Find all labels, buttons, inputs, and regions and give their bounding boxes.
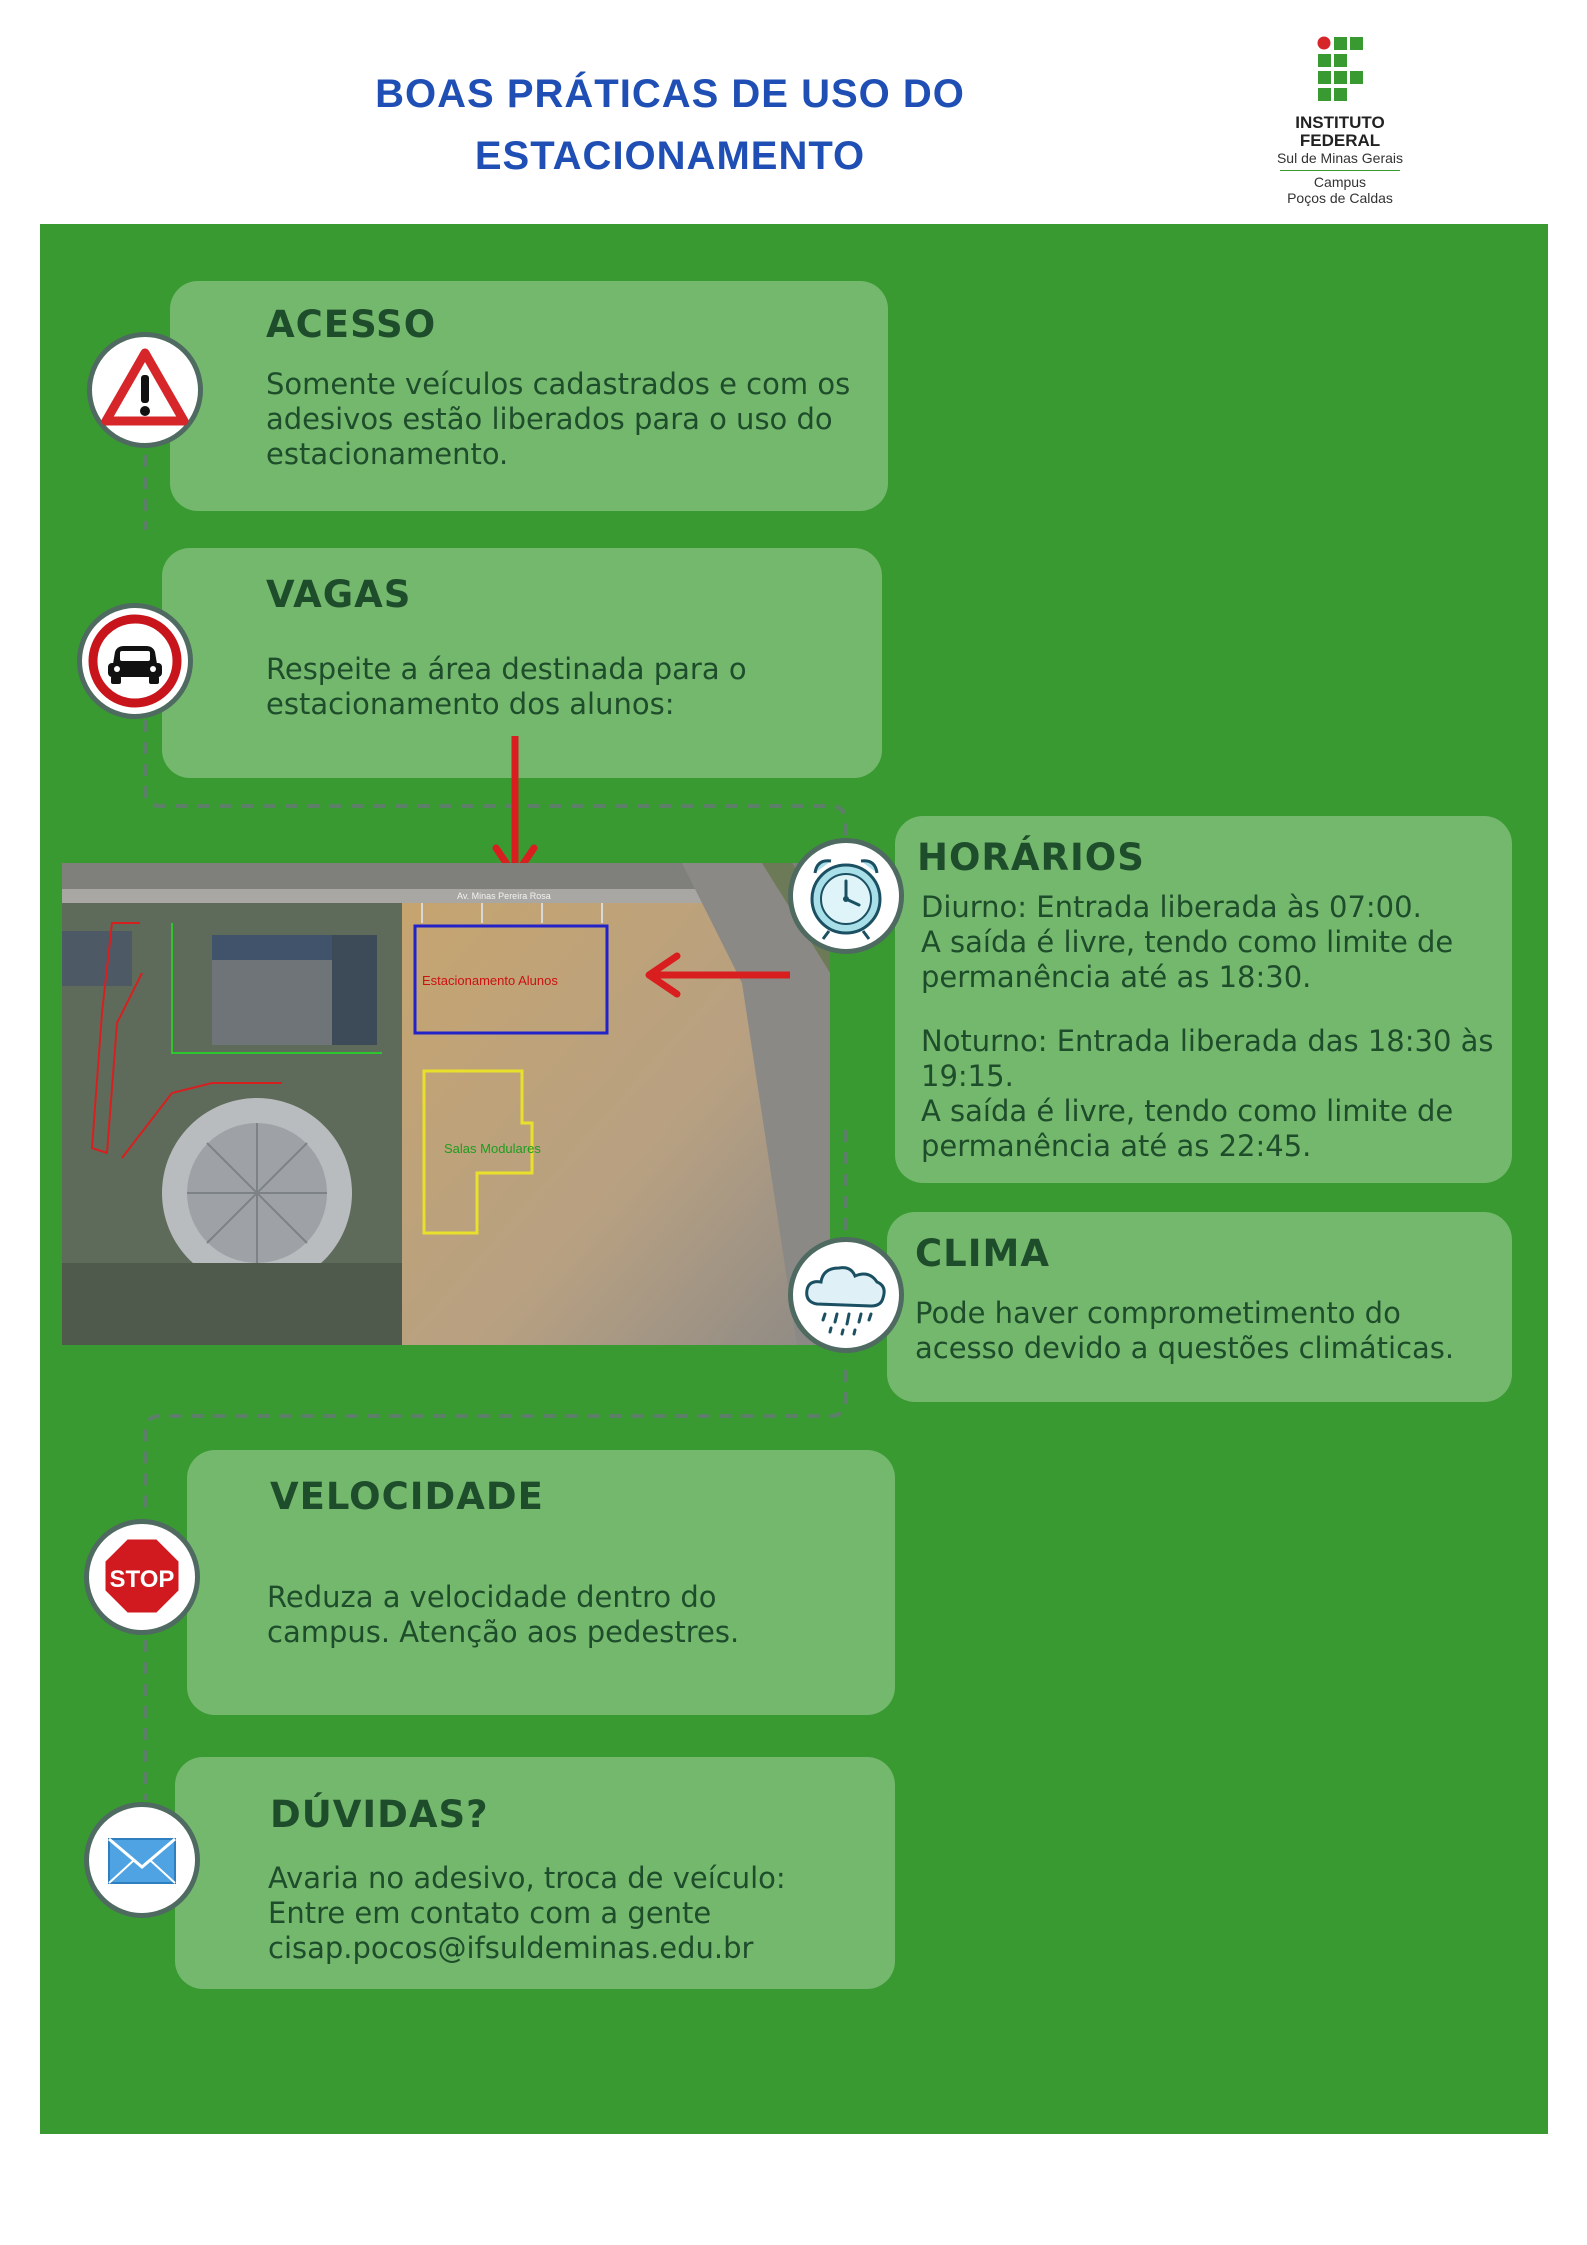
vagas-icon-badge	[77, 603, 193, 719]
logo-text-city: Poços de Caldas	[1287, 190, 1393, 206]
clima-text: Pode haver comprometimento do acesso devido a questões climáticas.	[915, 1296, 1455, 1365]
arrow-left-to-parking	[635, 950, 795, 1000]
duvidas-line1: Avaria no adesivo, troca de veículo:	[268, 1861, 786, 1895]
logo-text-campus: Campus	[1313, 174, 1367, 190]
warning-icon	[92, 337, 198, 443]
envelope-icon	[89, 1807, 195, 1913]
acesso-icon-badge	[87, 332, 203, 448]
car-icon	[82, 608, 188, 714]
card-velocidade	[187, 1450, 895, 1715]
vagas-text: Respeite a área destinada para o estacionamento dos alunos:	[266, 652, 747, 721]
horarios-noturno-exit: A saída é livre, tendo como limite de permanência até as 22:45.	[921, 1094, 1454, 1163]
card-clima	[887, 1212, 1512, 1402]
card-horarios	[895, 816, 1512, 1183]
duvidas-icon-badge	[84, 1802, 200, 1918]
map-road-label: Av. Minas Pereira Rosa	[457, 891, 551, 901]
logo-divider	[1280, 170, 1400, 171]
clima-title: CLIMA	[915, 1232, 1050, 1275]
duvidas-line2: Entre em contato com a gente	[268, 1896, 712, 1930]
horarios-diurno-entry: Diurno: Entrada liberada às 07:00.	[921, 890, 1422, 924]
horarios-diurno-exit: A saída é livre, tendo como limite de permanência até as 18:30.	[921, 925, 1454, 994]
map-label-students: Estacionamento Alunos	[422, 973, 558, 988]
rain-cloud-icon	[793, 1242, 899, 1348]
map-label-modular: Salas Modulares	[444, 1141, 541, 1156]
velocidade-title: VELOCIDADE	[270, 1475, 544, 1518]
velocidade-icon-badge	[84, 1519, 200, 1635]
vagas-title: VAGAS	[266, 573, 412, 616]
velocidade-text: Reduza a velocidade dentro do campus. Atenção aos pedestres.	[267, 1580, 740, 1649]
acesso-text: Somente veículos cadastrados e com os adesivos estão liberados para o uso do estacionamento.	[266, 367, 851, 471]
horarios-noturno-entry: Noturno: Entrada liberada das 18:30 às 19:15.	[921, 1024, 1494, 1093]
clima-icon-badge	[788, 1237, 904, 1353]
logo-text-region: Sul de Minas Gerais	[1276, 150, 1404, 166]
parking-map-image	[62, 863, 830, 1345]
acesso-title: ACESSO	[266, 303, 437, 346]
alarm-clock-icon	[793, 843, 899, 949]
card-acesso	[170, 281, 888, 511]
duvidas-email-link[interactable]: cisap.pocos@ifsuldeminas.edu.br	[268, 1931, 754, 1965]
if-logo-mark	[1317, 36, 1365, 106]
card-duvidas	[175, 1757, 895, 1989]
stop-sign-text: STOP	[109, 1566, 175, 1593]
page-title-line1: BOAS PRÁTICAS DE USO DO	[375, 72, 965, 116]
logo-text-instituto: INSTITUTO	[1295, 113, 1385, 132]
logo-text-federal: FEDERAL	[1299, 131, 1381, 150]
stop-sign-icon	[89, 1524, 195, 1630]
duvidas-title: DÚVIDAS?	[270, 1793, 489, 1836]
institution-logo	[1255, 36, 1425, 211]
horarios-icon-badge	[788, 838, 904, 954]
horarios-title: HORÁRIOS	[917, 836, 1145, 879]
page-title-line2: ESTACIONAMENTO	[474, 134, 866, 178]
